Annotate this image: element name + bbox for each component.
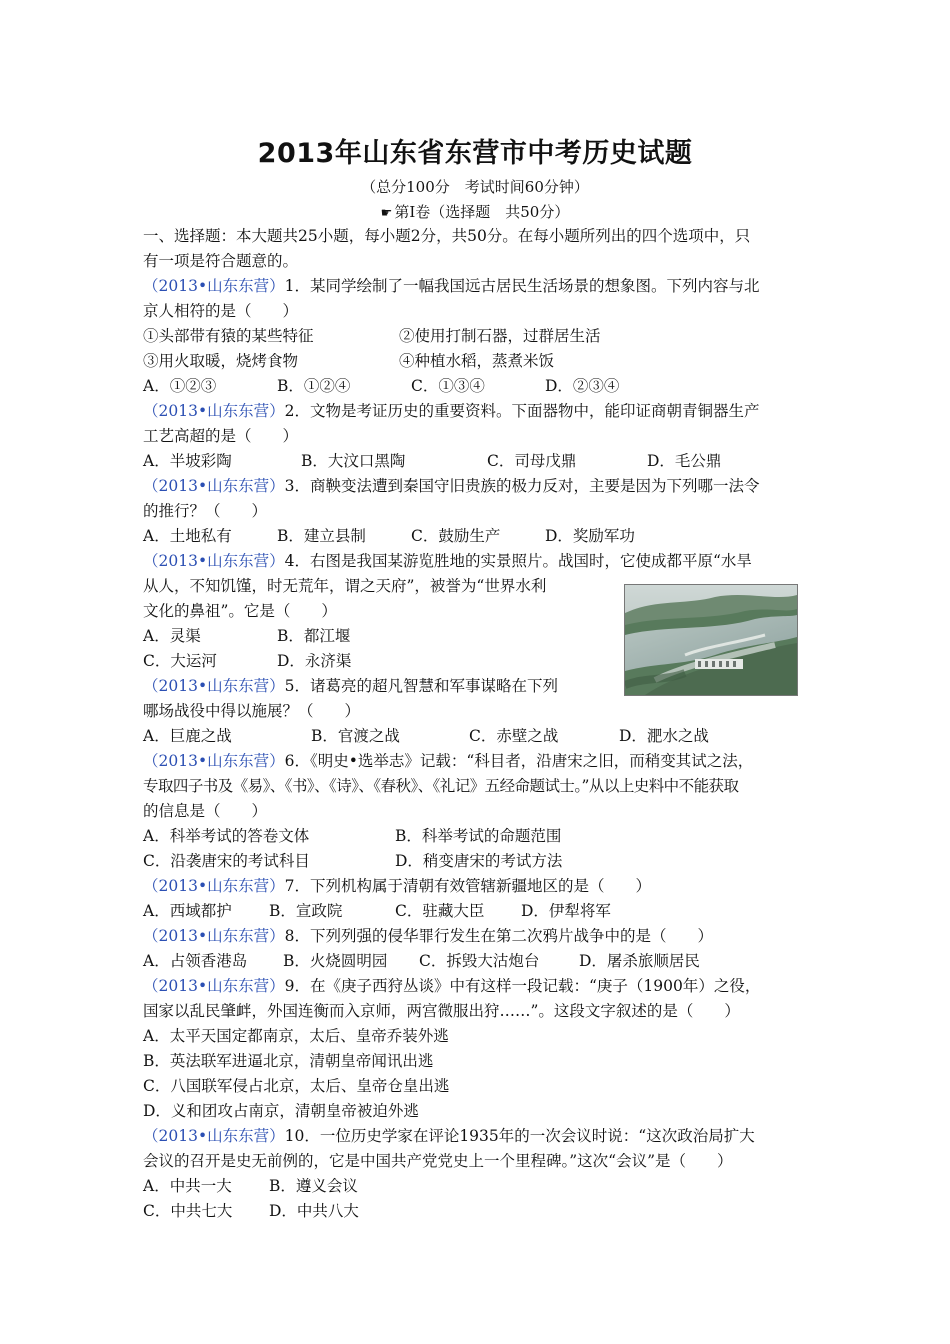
question-source: （2013•山东东营） [143,977,285,995]
option-b: B．大汶口黑陶 [301,452,406,470]
question-source: （2013•山东东营） [143,477,285,495]
question-4-stem-cont-2: 文化的鼻祖”。它是（ ） [143,602,337,620]
question-1-stem: （2013•山东东营）1．某同学绘制了一幅我国远古居民生活场景的想象图。下列内容与北 [143,277,760,295]
question-2-stem: （2013•山东东营）2．文物是考证历史的重要资料。下面器物中，能印证商朝青铜器生产 [143,402,760,420]
exam-content [143,224,815,1224]
question-source: （2013•山东东营） [143,927,285,945]
question-1-statements-row-1 [143,324,815,349]
question-6-options-row-2 [143,849,815,874]
statement-4: ④种植水稻，蒸煮米饭 [399,352,555,370]
question-8-options [143,949,815,974]
pointing-hand-icon: ☛ [380,206,393,221]
question-source: （2013•山东东营） [143,402,285,420]
statement-2: ②使用打制石器，过群居生活 [399,327,601,345]
option-b: B．火烧圆明园 [283,952,388,970]
intro-line-2: 有一项是符合题意的。 [143,252,299,270]
page-title: 2013年山东省东营市中考历史试题 [257,138,693,169]
question-3-stem-cont: 的推行？（ ） [143,502,268,520]
option-a: A．灵渠 [143,627,201,645]
question-9-stem-cont: 国家以乱民肇衅，外国连衡而入京师，两宫微服出狩……”。这段文字叙述的是（ ） [143,1002,740,1020]
dujiangyan-photo [624,584,798,696]
option-c: C．大运河 [143,652,217,670]
option-b: B．遵义会议 [269,1177,358,1195]
option-b: B．宣政院 [269,902,343,920]
question-10-options-row-2 [143,1199,815,1224]
question-7-stem: （2013•山东东营）7．下列机构属于清朝有效管辖新疆地区的是（ ） [143,877,651,895]
option-b: B．建立县制 [277,527,366,545]
question-source: （2013•山东东营） [143,752,285,770]
question-10-stem-cont: 会议的召开是史无前例的，它是中国共产党党史上一个里程碑。”这次“会议”是（ ） [143,1152,733,1170]
option-a: A．科举考试的答卷文体 [143,827,310,845]
option-c: C．拆毁大沽炮台 [419,952,540,970]
option-a: A．西域都护 [143,902,232,920]
question-2-options [143,449,815,474]
statement-3: ③用火取暖，烧烤食物 [143,352,299,370]
question-4-stem-cont: 从人，不知饥馑，时无荒年，谓之天府”，被誉为“世界水利 [143,577,547,595]
option-d: D．中共八大 [269,1202,359,1220]
option-a: A．①②③ [143,377,217,395]
option-a: A．土地私有 [143,527,232,545]
option-a: A．太平天国定都南京，太后、皇帝乔装外逃 [143,1027,449,1045]
question-10-options-row-1 [143,1174,815,1199]
option-c: C．中共七大 [143,1202,233,1220]
question-source: （2013•山东东营） [143,677,285,695]
question-5-options [143,724,815,749]
question-2-stem-cont: 工艺高超的是（ ） [143,427,299,445]
question-4-stem: （2013•山东东营）4．右图是我国某游览胜地的实景照片。战国时，它使成都平原“水旱 [143,552,752,570]
option-d: D．义和团攻占南京，清朝皇帝被迫外逃 [143,1102,419,1120]
question-8-stem: （2013•山东东营）8．下列列强的侵华罪行发生在第二次鸦片战争中的是（ ） [143,927,713,945]
option-a: A．中共一大 [143,1177,232,1195]
statement-1: ①头部带有猿的某些特征 [143,327,314,345]
question-6-stem-cont-2: 的信息是（ ） [143,802,268,820]
option-c: C．八国联军侵占北京，太后、皇帝仓皇出逃 [143,1077,450,1095]
option-d: D．稍变唐宋的考试方法 [395,852,563,870]
question-source: （2013•山东东营） [143,1127,285,1145]
section-heading-text: 第Ⅰ卷（选择题 共50分） [394,203,570,221]
option-d: D．屠杀旅顺居民 [579,952,700,970]
dujiangyan-photo-illustration [625,585,797,695]
option-d: D．②③④ [545,377,620,395]
option-c: C．鼓励生产 [411,527,501,545]
option-d: D．毛公鼎 [647,452,722,470]
question-9-stem: （2013•山东东营）9．在《庚子西狩丛谈》中有这样一段记载：“庚子（1900年）之役， [143,977,761,995]
question-3-stem: （2013•山东东营）3．商鞅变法遭到秦国守旧贵族的极力反对，主要是因为下列哪一法令 [143,477,760,495]
option-b: B．①②④ [277,377,351,395]
option-d: D．永济渠 [277,652,352,670]
option-c: C．驻藏大臣 [395,902,485,920]
option-c: C．赤壁之战 [469,727,559,745]
question-source: （2013•山东东营） [143,277,285,295]
question-source: （2013•山东东营） [143,552,285,570]
question-6-options-row-1 [143,824,815,849]
question-3-options [143,524,815,549]
option-c: C．沿袭唐宋的考试科目 [143,852,310,870]
question-5-stem: （2013•山东东营）5．诸葛亮的超凡智慧和军事谋略在下列 [143,677,558,695]
question-5-stem-cont: 哪场战役中得以施展？（ ） [143,702,361,720]
option-d: D．淝水之战 [619,727,709,745]
intro-line-1: 一、选择题：本大题共25小题，每小题2分，共50分。在每小题所列出的四个选项中，只 [143,227,751,245]
option-d: D．奖励军功 [545,527,635,545]
question-6-stem: （2013•山东东营）6．《明史•选举志》记载：“科目者，沿唐宋之旧，而稍变其试之法， [143,752,754,770]
question-7-options [143,899,815,924]
option-b: B．科举考试的命题范围 [395,827,562,845]
question-10-stem: （2013•山东东营）10．一位历史学家在评论1935年的一次会议时说：“这次政治局扩大 [143,1127,755,1145]
question-1-stem-cont: 京人相符的是（ ） [143,302,299,320]
section-heading [0,201,950,222]
question-1-statements-row-2 [143,349,815,374]
option-d: D．伊犁将军 [521,902,611,920]
option-a: A．半坡彩陶 [143,452,232,470]
exam-subtitle: （总分100分 考试时间60分钟） [361,178,589,196]
option-b: B．官渡之战 [311,727,400,745]
option-b: B．都江堰 [277,627,351,645]
option-a: A．占领香港岛 [143,952,248,970]
option-c: C．①③④ [411,377,485,395]
question-source: （2013•山东东营） [143,877,285,895]
option-a: A．巨鹿之战 [143,727,232,745]
question-1-options [143,374,815,399]
option-c: C．司母戊鼎 [487,452,577,470]
question-6-stem-cont: 专取四子书及《易》、《书》、《诗》、《春秋》、《礼记》五经命题试士。”从以上史料中不能获取 [143,777,739,795]
option-b: B．英法联军进逼北京，清朝皇帝闻讯出逃 [143,1052,434,1070]
